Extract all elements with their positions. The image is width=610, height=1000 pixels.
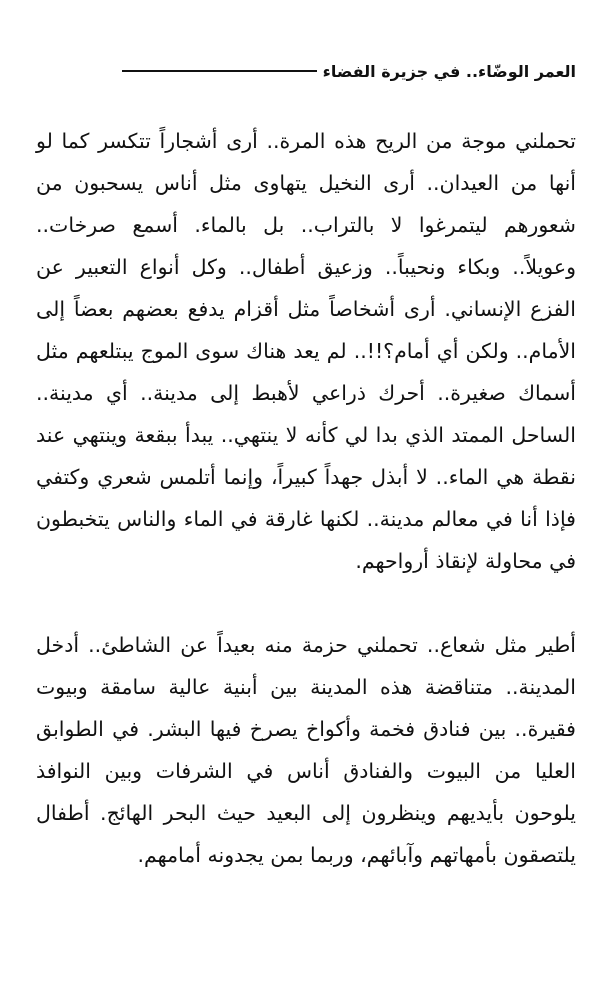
chapter-title: العمر الوضّاء.. في جزيرة الفضاء xyxy=(322,61,576,81)
body-text xyxy=(36,120,576,876)
paragraph: تحملني موجة من الريح هذه المرة.. أرى أشجاراً تتكسر كما لو أنها من العيدان.. أرى النخيل يتهاوى مثل أناس يسحبون من شعورهم ليتمرغوا لا بالتراب.. بل بالماء. أسمع صرخات.. وعويلاً.. وبكاء ونحيباً.. وزعيق أطفال.. وكل أنواع التعبير عن الفزع الإنساني. أرى أشخاصاً مثل أقزام يدفع بعضهم بعضاً إلى الأمام.. ولكن أي أمام؟!!.. لم يعد هناك سوى الموج يبتلعهم مثل أسماك صغيرة.. أحرك ذراعي لأهبط إلى مدينة.. أي مدينة.. الساحل الممتد الذي بدا لي كأنه لا ينتهي.. يبدأ ببقعة وينتهي عند نقطة هي الماء.. لا أبذل جهداً كبيراً، وإنما أتلمس شعري وكتفي فإذا أنا في معالم مدينة.. لكنها غارقة في الماء والناس يتخبطون في محاولة لإنقاذ أرواحهم. xyxy=(36,129,576,573)
running-header xyxy=(34,58,576,84)
paragraph: أطير مثل شعاع.. تحملني حزمة منه بعيداً عن الشاطئ.. أدخل المدينة.. متناقضة هذه المدينة بين أبنية عالية سامقة وبيوت فقيرة.. بين فنادق فخمة وأكواخ يصرخ فيها البشر. في الطوابق العليا من البيوت والفنادق أناس في الشرفات وبين النوافذ يلوحون بأيديهم وينظرون إلى البعيد حيث البحر الهائج. أطفال يلتصقون بأمهاتهم وآبائهم، وربما بمن يجدونه أمامهم. xyxy=(36,633,576,867)
header-rule xyxy=(122,70,317,72)
